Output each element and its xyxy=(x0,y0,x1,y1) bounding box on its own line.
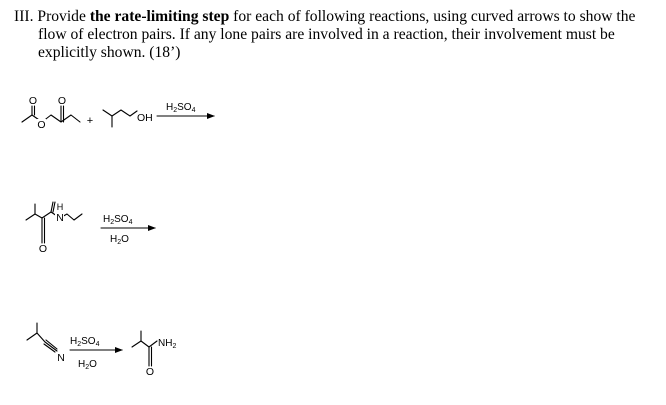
atom-o-carbonyl-1: O xyxy=(28,95,38,107)
amine-group-label: $NH_2$ xyxy=(158,338,177,350)
reagent-h2o-r2: $H_2O$ xyxy=(110,234,129,246)
acetic-anhydride-structure xyxy=(22,95,80,131)
atom-o-amide: O xyxy=(145,366,155,378)
reaction-3-arrow xyxy=(70,336,122,371)
amide-structure xyxy=(132,331,176,378)
question-number: III. xyxy=(14,8,34,25)
plus-sign: + xyxy=(86,115,94,127)
question-line-2: flow of electron pairs. If any lone pairs are involved in a reaction, their involvement must be xyxy=(38,26,615,43)
atom-n-nitrile: N xyxy=(57,352,65,364)
nitrile-structure xyxy=(27,323,65,364)
atom-h-imine: H xyxy=(56,202,64,212)
question-emphasis: the rate-limiting step xyxy=(89,8,230,25)
reagent-h2so4-r2: $H_2SO_4$ xyxy=(103,214,133,226)
reaction-2-arrow xyxy=(101,214,155,246)
question-line-3: explicitly shown. (18’) xyxy=(38,44,181,61)
reaction-2 xyxy=(26,202,155,255)
reaction-3 xyxy=(27,323,176,378)
reagent-h2o-r3: $H_2O$ xyxy=(78,359,97,371)
reagent-h2so4-r1: $H_2SO_4$ xyxy=(166,102,196,114)
reaction-1 xyxy=(22,95,214,131)
isobutanol-structure xyxy=(103,110,153,127)
atom-o-ketone: O xyxy=(38,243,48,255)
atom-o-carbonyl-2: O xyxy=(57,95,67,107)
reagent-h2so4-r3: $H_2SO_4$ xyxy=(70,336,100,348)
atom-n-imine: N xyxy=(56,212,64,224)
reaction-1-arrow xyxy=(157,102,214,116)
atom-o-ether: O xyxy=(37,119,46,131)
imine-structure xyxy=(26,202,82,255)
question-lead: Provide xyxy=(37,8,90,25)
question-rest: for each of following reactions, using curved arrows to show the xyxy=(229,8,636,25)
hydroxyl-label: OH xyxy=(137,112,153,124)
